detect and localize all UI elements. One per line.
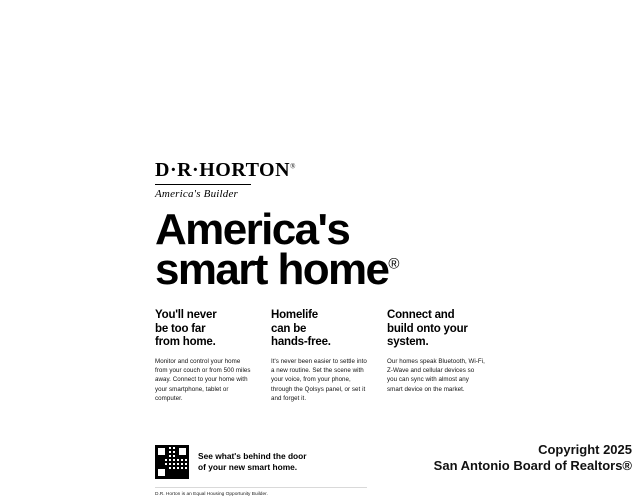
feature-body-3: Our homes speak Bluetooth, Wi-Fi, Z-Wave and cellular devices so you can sync with almost any smart device on the market. [387, 357, 485, 393]
qr-code-icon[interactable] [155, 445, 189, 479]
qr-caption-line-1: See what's behind the door [198, 451, 307, 462]
qr-finder-pattern-icon [156, 467, 167, 478]
feature-column-1 [155, 309, 253, 403]
feature-heading-2-line-1: Homelife [271, 308, 318, 321]
copyright-line-2: San Antonio Board of Realtors® [433, 457, 632, 473]
feature-heading-3-line-2: build onto your [387, 322, 468, 335]
feature-column-3 [387, 309, 485, 403]
feature-heading-3-line-1: Connect and [387, 308, 455, 321]
feature-column-2 [271, 309, 369, 403]
qr-caption [198, 451, 307, 473]
feature-heading-2-line-2: can be [271, 322, 307, 335]
feature-heading-1-line-3: from home. [155, 336, 216, 349]
copyright-watermark [434, 442, 632, 475]
logo-tagline: America's Builder [155, 188, 239, 200]
headline-line-2 [155, 245, 485, 295]
feature-heading-3-line-3: system. [387, 336, 429, 349]
logo-divider [155, 184, 251, 185]
page-title [155, 205, 485, 295]
headline-line-1: America's [155, 205, 350, 254]
feature-heading-3 [387, 309, 485, 350]
logo-wordmark [155, 160, 296, 180]
feature-heading-2 [271, 309, 369, 350]
feature-heading-1-line-2: be too far [155, 322, 206, 335]
feature-heading-1 [155, 309, 253, 350]
feature-heading-2-line-3: hands-free. [271, 336, 331, 349]
legal-disclaimer: D.R. Horton is an Equal Housing Opportunity Builder. [155, 487, 367, 497]
feature-body-2: It's never been easier to settle into a new routine. Set the scene with your voice, from your phone, through the Qolsys panel, or set it and forget it. [271, 357, 367, 402]
feature-columns [155, 309, 485, 403]
copyright-line-1: Copyright 2025 [538, 441, 632, 457]
feature-heading-1-line-1: You'll never [155, 308, 217, 321]
headline-line-2-text: smart home [155, 245, 389, 295]
qr-caption-line-2: of your new smart home. [198, 462, 298, 473]
feature-body-1: Monitor and control your home from your couch or from 500 miles away. Connect to your home with your smartphone, tablet or computer. [155, 357, 251, 402]
brand-logo [155, 160, 485, 200]
logo-registered-mark: ® [290, 162, 296, 171]
headline-registered-mark: ® [388, 255, 400, 273]
logo-wordmark-text: D·R·HORTON [155, 159, 291, 181]
